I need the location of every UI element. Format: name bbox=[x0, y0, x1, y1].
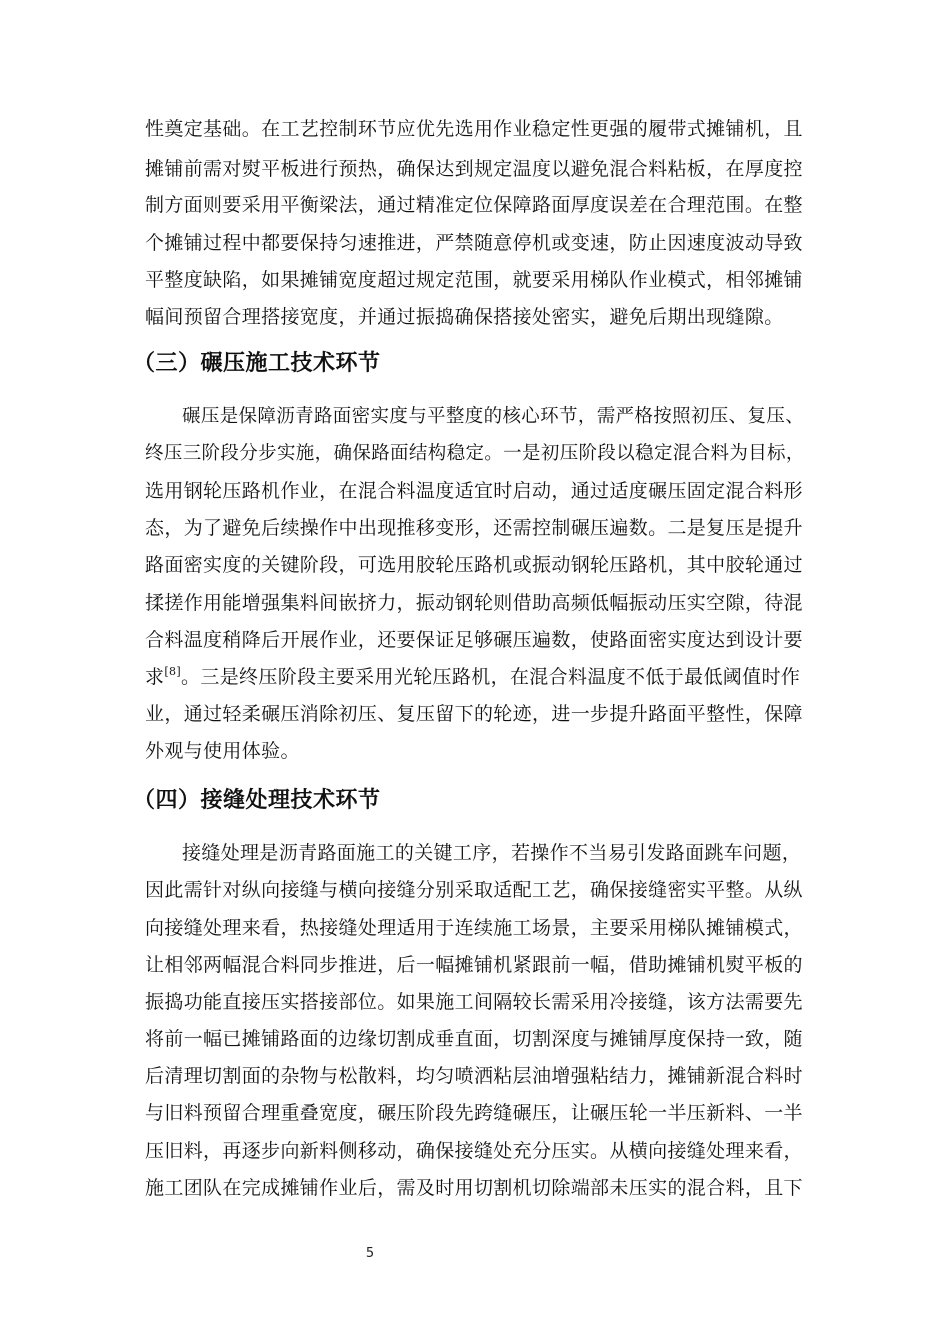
text-line: 性奠定基础。在工艺控制环节应优先选用作业稳定性更强的履带式摊铺机，且 bbox=[145, 118, 803, 140]
text-segment: 求 bbox=[145, 666, 165, 688]
text-line: 态，为了避免后续操作中出现推移变形，还需控制碾压遍数。二是复压是提升 bbox=[145, 517, 803, 539]
text-line: 因此需针对纵向接缝与横向接缝分别采取适配工艺，确保接缝密实平整。从纵 bbox=[145, 879, 803, 901]
text-line: 向接缝处理来看，热接缝处理适用于连续施工场景，主要采用梯队摊铺模式， bbox=[145, 917, 803, 939]
text-line: 将前一幅已摊铺路面的边缘切割成垂直面，切割深度与摊铺厚度保持一致，随 bbox=[145, 1028, 803, 1050]
text-line: 选用钢轮压路机作业，在混合料温度适宜时启动，通过适度碾压固定混合料形 bbox=[145, 480, 803, 502]
text-line: 幅间预留合理搭接宽度，并通过振捣确保搭接处密实，避免后期出现缝隙。 bbox=[145, 306, 784, 328]
text-line: 压旧料，再逐步向新料侧移动，确保接缝处充分压实。从横向接缝处理来看， bbox=[145, 1140, 803, 1162]
text-line: 终压三阶段分步实施，确保路面结构稳定。一是初压阶段以稳定混合料为目标， bbox=[145, 443, 805, 464]
text-line: 合料温度稍降后开展作业，还要保证足够碾压遍数，使路面密实度达到设计要 bbox=[145, 629, 803, 651]
text-segment: 。三是终压阶段主要采用光轮压路机，在混合料温度不低于最低阈值时作 bbox=[181, 666, 801, 688]
text-line: 制方面则要采用平衡梁法，通过精准定位保障路面厚度误差在合理范围。在整 bbox=[145, 194, 803, 216]
text-line: 让相邻两幅混合料同步推进，后一幅摊铺机紧跟前一幅，借助摊铺机熨平板的 bbox=[145, 954, 803, 976]
text-line: 摊铺前需对熨平板进行预热，确保达到规定温度以避免混合料粘板，在厚度控 bbox=[145, 158, 803, 180]
text-line: 路面密实度的关键阶段，可选用胶轮压路机或振动钢轮压路机，其中胶轮通过 bbox=[145, 554, 803, 576]
text-line: 业，通过轻柔碾压消除初压、复压留下的轮迹，进一步提升路面平整性，保障 bbox=[145, 703, 803, 725]
citation-reference: [8] bbox=[164, 665, 181, 678]
text-line: 振捣功能直接压实搭接部位。如果施工间隔较长需采用冷接缝，该方法需要先 bbox=[145, 991, 803, 1013]
text-line: 碾压是保障沥青路面密实度与平整度的核心环节，需严格按照初压、复压、 bbox=[182, 406, 805, 427]
text-line: 与旧料预留合理重叠宽度，碾压阶段先跨缝碾压，让碾压轮一半压新料、一半 bbox=[145, 1102, 803, 1124]
text-line: 施工团队在完成摊铺作业后，需及时用切割机切除端部未压实的混合料，且下 bbox=[145, 1177, 803, 1199]
text-line: 个摊铺过程中都要保持匀速推进，严禁随意停机或变速，防止因速度波动导致 bbox=[145, 232, 803, 254]
text-line-with-citation bbox=[145, 665, 800, 689]
text-line: 揉搓作用能增强集料间嵌挤力，振动钢轮则借助高频低幅振动压实空隙，待混 bbox=[145, 592, 803, 614]
section-heading-rolling: （三）碾压施工技术环节 bbox=[133, 351, 381, 376]
text-line: 后清理切割面的杂物与松散料，均匀喷洒粘层油增强粘结力，摊铺新混合料时 bbox=[145, 1065, 803, 1087]
text-line: 接缝处理是沥青路面施工的关键工序，若操作不当易引发路面跳车问题， bbox=[182, 842, 802, 864]
page-number: 5 bbox=[365, 1246, 375, 1261]
text-line: 平整度缺陷，如果摊铺宽度超过规定范围，就要采用梯队作业模式，相邻摊铺 bbox=[145, 269, 803, 291]
text-line: 外观与使用体验。 bbox=[145, 740, 300, 762]
section-heading-joints: （四）接缝处理技术环节 bbox=[133, 788, 381, 813]
